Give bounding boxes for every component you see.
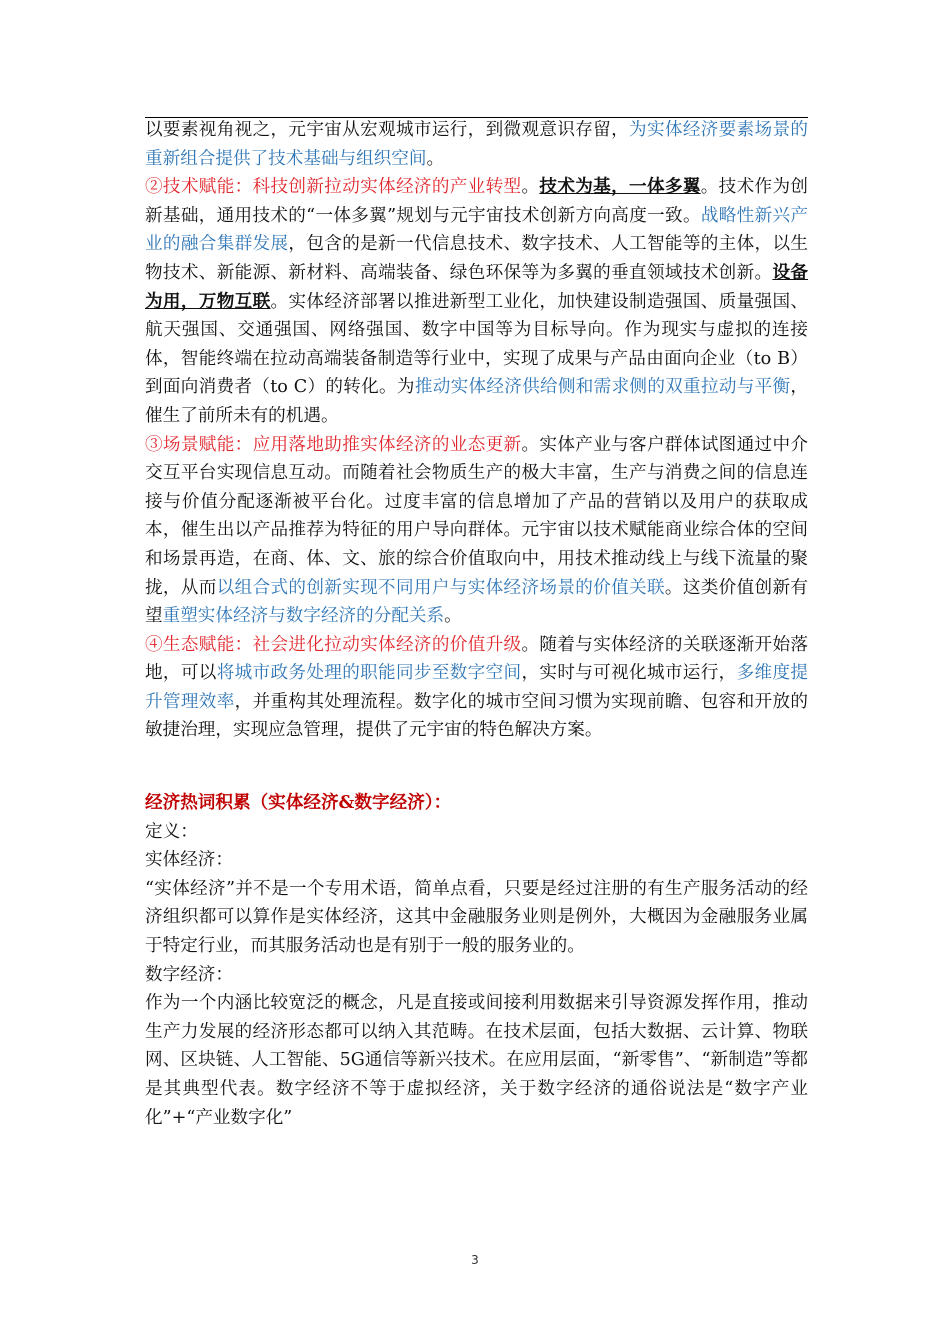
real-economy-text: “实体经济”并不是一个专用术语，简单点看，只要是经过注册的有生产服务活动的经济组织都可以算作是实体经济，这其中金融服务业则是例外，大概因为金融服务业属于特定行业，而其服务活动也是有别于一般的服务业的。 [145,878,808,957]
paragraph-scene-empowerment [145,431,808,631]
paragraph-eco-empowerment [145,631,808,745]
text-blue: 推动实体经济供给侧和需求侧的双重拉动与平衡 [414,377,791,398]
text-run: ，包含的是新一代信息技术、数字技术、人工智能等的主体，以生物技术、新能源、新材料、高端装备、绿色环保等为多翼的垂直领域技术创新。 [145,234,808,283]
text-run: ，实时与可视化城市运行， [521,663,737,684]
text-run: 。 [444,606,462,627]
text-blue: 战略性新兴产业的融合集群发展 [145,205,808,255]
real-economy-label: 实体经济： [145,850,233,871]
digital-economy-label: 数字经济： [145,964,233,985]
text-strong-u: 设备为用，万物互联 [145,261,808,312]
text-red: ④生态赋能：社会进化拉动实体经济的价值升级 [145,634,522,655]
text-blue: 为实体经济要素场景的重新组合提供了技术基础与组织空间 [145,120,808,169]
text-run: 。这类价值创新有望 [145,577,808,627]
section-spacer [145,745,808,789]
paragraph-intro [145,116,808,173]
text-run: 。随着与实体经济的关联逐渐开始落地，可以 [145,634,808,684]
text-red: ③场景赋能：应用落地助推实体经济的业态更新 [145,434,522,455]
hotwords-title: 经济热词积累（实体经济&数字经济）： [145,792,452,814]
document-body [145,116,808,1132]
text-run: 。实体产业与客户群体试图通过中介交互平台实现信息互动。而随着社会物质生产的极大丰富，生产与消费之间的信息连接与价值分配逐渐被平台化。过度丰富的信息增加了产品的营销以及用户的获取成本，催生出以产品推荐为特征的用户导向群体。元宇宙以技术赋能商业综合体的空间和场景再造，在商、体、文、旅的综合价值取向中，用技术推动线上与线下流量的聚拢，从而 [145,434,808,598]
text-run: 以要素视角视之，元宇宙从宏观城市运行，到微观意识存留， [145,120,630,140]
text-blue: 将城市政务处理的职能同步至数字空间 [216,663,522,684]
text-blue: 以组合式的创新实现不同用户与实体经济场景的价值关联 [216,577,665,598]
definition-label: 定义： [145,821,198,842]
text-run: 。 [521,177,540,198]
text-run: 。实体经济部署以推进新型工业化，加快建设制造强国、质量强国、航天强国、交通强国、网络强国、数字中国等为目标导向。作为现实与虚拟的连接体，智能终端在拉动高端装备制造等行业中，实现了成果与产品由面向企业（to B）到面向消费者（to C）的转化。为 [145,291,808,398]
text-run: ，催生了前所未有的机遇。 [145,377,808,426]
page-number: 3 [471,1253,479,1267]
text-run: 。 [426,148,445,169]
text-strong-u: 技术为基，一体多翼 [539,176,701,198]
text-run: 。技术作为创新基础，通用技术的“一体多翼”规划与元宇宙技术创新方向高度一致。 [145,177,808,226]
digital-economy-text: 作为一个内涵比较宽泛的概念，凡是直接或间接利用数据来引导资源发挥作用，推动生产力发展的经济形态都可以纳入其范畴。在技术层面，包括大数据、云计算、物联网、区块链、人工智能、5G通信等新兴技术。在应用层面，“新零售”、“新制造”等都是其典型代表。数字经济不等于虚拟经济，关于数字经济的通俗说法是“数字产业化”+“产业数字化” [145,993,808,1128]
text-run: ，并重构其处理流程。数字化的城市空间习惯为实现前瞻、包容和开放的敏捷治理，实现应急管理，提供了元宇宙的特色解决方案。 [145,691,808,741]
text-blue: 多维度提升管理效率 [145,663,808,712]
paragraph-tech-empowerment [145,173,808,430]
text-blue: 重塑实体经济与数字经济的分配关系 [162,606,445,627]
text-red: ②技术赋能：科技创新拉动实体经济的产业转型 [145,177,522,198]
